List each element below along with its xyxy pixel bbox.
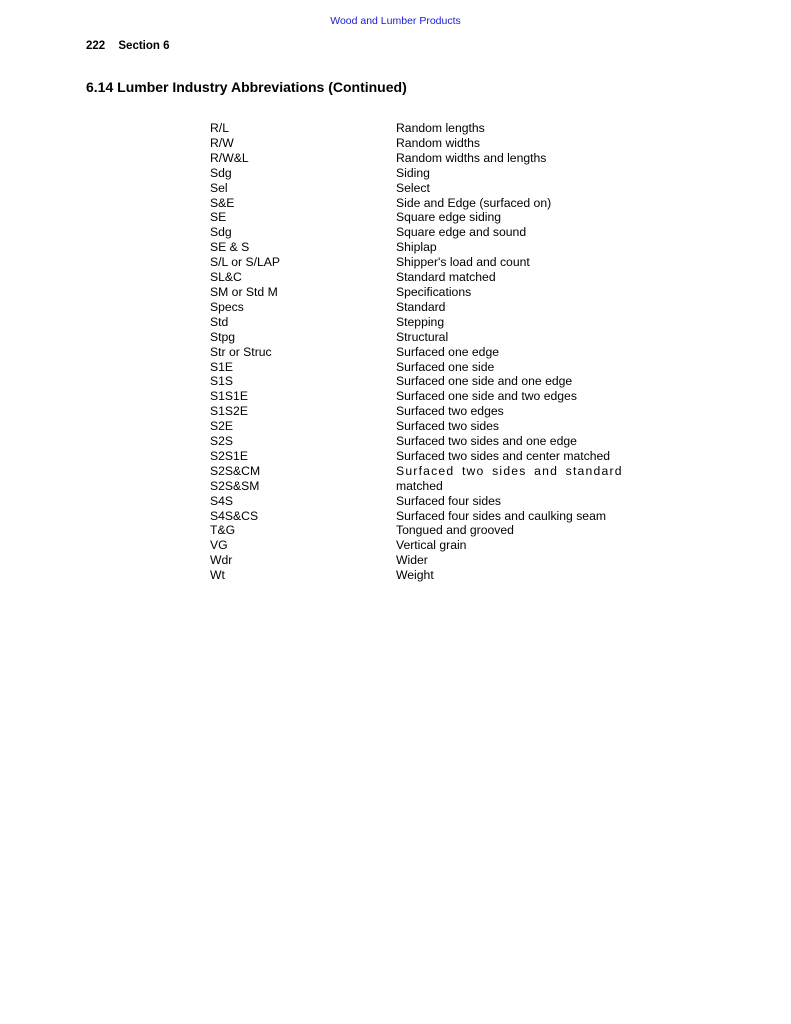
abbreviation-cell: R/W <box>210 135 234 150</box>
table-row <box>210 494 626 509</box>
meaning-cell: Side and Edge (surfaced on) <box>396 195 552 210</box>
table-row <box>210 240 626 255</box>
table-row <box>210 449 626 464</box>
abbreviation-cell: S1E <box>210 359 234 374</box>
meaning-cell: Vertical grain <box>396 538 467 553</box>
table-row <box>210 389 626 404</box>
meaning-cell: Stepping <box>396 314 445 329</box>
table-row <box>210 523 626 538</box>
abbreviation-cell: SE & S <box>210 240 250 255</box>
meaning-cell: Weight <box>396 568 434 583</box>
abbreviation-cell: Sdg <box>210 225 232 240</box>
table-row <box>210 210 626 225</box>
meaning-cell: Surfaced one side and two edges <box>396 389 577 404</box>
table-row <box>210 419 626 434</box>
table-row <box>210 345 626 360</box>
meaning-cell: Square edge siding <box>396 210 502 225</box>
meaning-cell: Surfaced two sides and standard <box>396 463 623 478</box>
table-row <box>210 315 626 330</box>
meaning-cell: Tongued and grooved <box>396 523 514 538</box>
table-row <box>210 151 626 166</box>
abbreviation-cell: S2E <box>210 419 234 434</box>
abbreviation-cell: SL&C <box>210 270 242 285</box>
table-row <box>210 360 626 375</box>
table-row <box>210 196 626 211</box>
abbreviation-cell: Sel <box>210 180 228 195</box>
meaning-cell: Structural <box>396 329 449 344</box>
folio <box>86 40 170 52</box>
meaning-cell: Surfaced four sides <box>396 493 502 508</box>
meaning-cell: Shiplap <box>396 240 437 255</box>
abbreviation-cell: R/W&L <box>210 150 249 165</box>
table-row <box>210 270 626 285</box>
meaning-cell: Random widths <box>396 135 480 150</box>
table-row <box>210 136 626 151</box>
abbreviation-cell: S2S <box>210 434 234 449</box>
table-row <box>210 553 626 568</box>
abbreviation-cell: Stpg <box>210 329 236 344</box>
abbreviation-cell: S4S <box>210 493 234 508</box>
table-row <box>210 181 626 196</box>
abbreviation-cell: S/L or S/LAP <box>210 255 281 270</box>
abbreviation-cell: S&E <box>210 195 235 210</box>
abbreviation-cell: SM or Std M <box>210 284 278 299</box>
abbreviation-cell: S2S&SM <box>210 478 260 493</box>
abbreviations-table-body <box>210 121 626 583</box>
abbreviation-cell: Specs <box>210 299 244 314</box>
table-row <box>210 121 626 136</box>
table-row <box>210 538 626 553</box>
section-heading: 6.14 Lumber Industry Abbreviations (Continued) <box>86 79 407 95</box>
abbreviation-cell: Wt <box>210 568 225 583</box>
abbreviation-cell: R/L <box>210 121 229 135</box>
meaning-cell: Surfaced two sides and one edge <box>396 434 577 449</box>
table-row <box>210 300 626 315</box>
table-row <box>210 255 626 270</box>
running-head: Wood and Lumber Products <box>330 15 461 27</box>
meaning-cell: Wider <box>396 553 428 568</box>
table-row <box>210 225 626 240</box>
table-row <box>210 464 626 479</box>
meaning-cell: Standard matched <box>396 270 496 285</box>
abbreviation-cell: S4S&CS <box>210 508 259 523</box>
section-label: Section 6 <box>118 40 170 52</box>
meaning-cell: Random lengths <box>396 121 485 135</box>
table-row <box>210 285 626 300</box>
meaning-cell: Surfaced one side and one edge <box>396 374 573 389</box>
meaning-cell: Surfaced two sides and center matched <box>396 448 611 463</box>
abbreviation-cell: Wdr <box>210 553 233 568</box>
abbreviations-table <box>210 121 626 583</box>
meaning-cell: Surfaced one side <box>396 359 495 374</box>
abbreviation-cell: S2S&CM <box>210 463 261 478</box>
meaning-cell: Surfaced four sides and caulking seam <box>396 508 607 523</box>
meaning-cell: matched <box>396 478 443 493</box>
abbreviation-cell: S1S <box>210 374 234 389</box>
abbreviation-cell: SE <box>210 210 227 225</box>
page-number: 222 <box>86 40 106 52</box>
abbreviation-cell: VG <box>210 538 228 553</box>
table-row <box>210 166 626 181</box>
meaning-cell: Standard <box>396 299 446 314</box>
abbreviation-cell: S1S2E <box>210 404 248 419</box>
table-row <box>210 404 626 419</box>
meaning-cell: Siding <box>396 165 430 180</box>
table-row <box>210 509 626 524</box>
meaning-cell: Specifications <box>396 284 472 299</box>
meaning-cell: Surfaced two edges <box>396 404 504 419</box>
meaning-cell: Random widths and lengths <box>396 150 547 165</box>
abbreviation-cell: S1S1E <box>210 389 248 404</box>
table-row <box>210 434 626 449</box>
meaning-cell: Shipper's load and count <box>396 255 530 270</box>
table-row <box>210 330 626 345</box>
table-row <box>210 479 626 494</box>
abbreviation-cell: Str or Struc <box>210 344 272 359</box>
meaning-cell: Surfaced one edge <box>396 344 499 359</box>
meaning-cell: Select <box>396 180 430 195</box>
table-row <box>210 568 626 583</box>
abbreviation-cell: S2S1E <box>210 448 248 463</box>
table-row <box>210 374 626 389</box>
abbreviation-cell: Sdg <box>210 165 232 180</box>
abbreviation-cell: Std <box>210 314 229 329</box>
meaning-cell: Surfaced two sides <box>396 419 499 434</box>
abbreviation-cell: T&G <box>210 523 236 538</box>
meaning-cell: Square edge and sound <box>396 225 527 240</box>
